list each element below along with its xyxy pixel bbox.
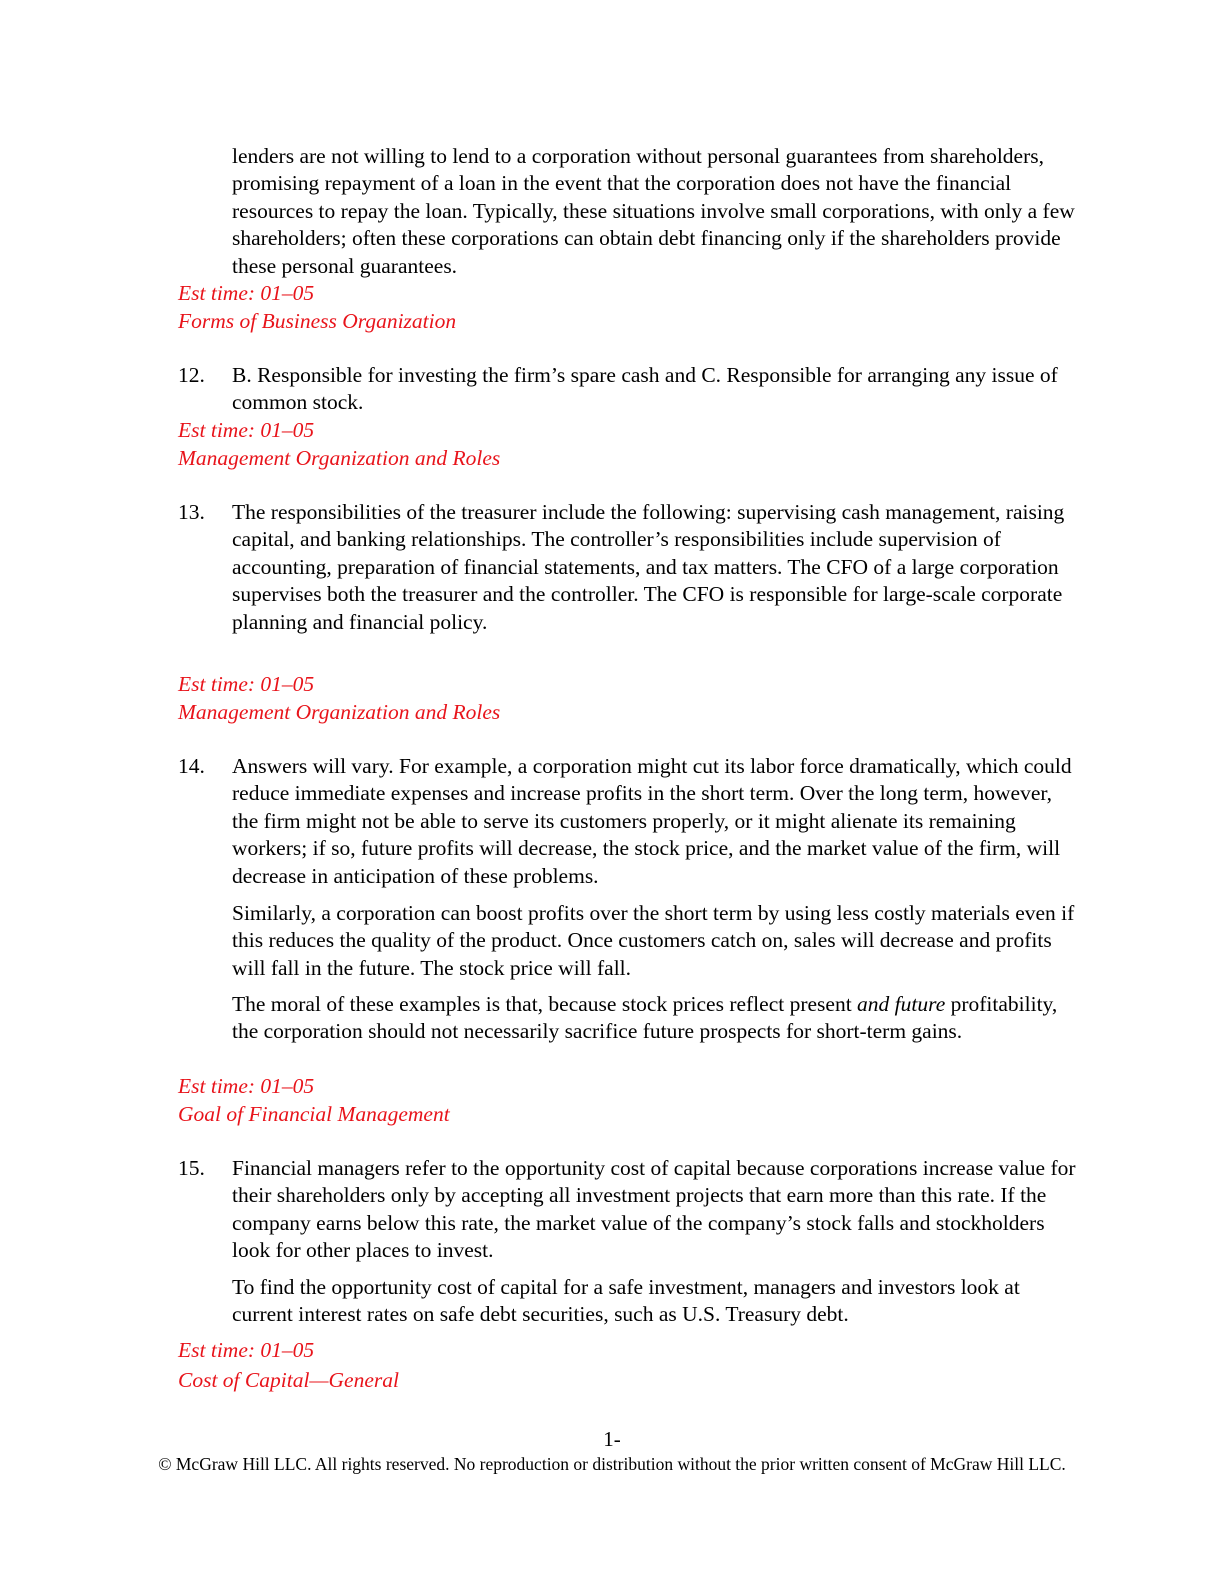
- page-number: 1-: [603, 1427, 621, 1451]
- answer-paragraph: Similarly, a corporation can boost profits over the short term by using less costly materials even if this reduces the quality of the product. Once customers catch on, sales will decrease and profits will fall in the future. The stock price will fall.: [232, 901, 1075, 980]
- emphasis-text: and future: [857, 992, 946, 1016]
- topic-label: Cost of Capital—General: [178, 1368, 399, 1392]
- answer-paragraph: B. Responsible for investing the firm’s spare cash and C. Responsible for arranging any issue of common stock.: [232, 363, 1058, 415]
- est-time-label: Est time: 01–05: [178, 672, 315, 696]
- answer-paragraph: [232, 991, 1078, 1046]
- item-number: 12.: [178, 363, 205, 387]
- item-number: 13.: [178, 500, 205, 524]
- est-time-label: Est time: 01–05: [178, 281, 315, 305]
- topic-label: Management Organization and Roles: [178, 446, 501, 470]
- est-time-label: Est time: 01–05: [178, 418, 315, 442]
- text-run: The moral of these examples is that, because stock prices reflect present: [232, 992, 858, 1016]
- answer-paragraph: Financial managers refer to the opportunity cost of capital because corporations increase value for their shareholders only by accepting all investment projects that earn more than this rate. If the company earns below this rate, the market value of the company’s stock falls and stockholders look for other places to invest.: [232, 1156, 1076, 1263]
- topic-label: Goal of Financial Management: [178, 1102, 450, 1126]
- item-number: 15.: [178, 1156, 205, 1180]
- answer-paragraph: The responsibilities of the treasurer include the following: supervising cash management, raising capital, and banking relationships. The controller’s responsibilities include supervision of accounting, preparation of financial statements, and tax matters. The CFO of a large corporation supervises both the treasurer and the controller. The CFO is responsible for large-scale corporate planning and financial policy.: [232, 500, 1065, 634]
- copyright-notice: © McGraw Hill LLC. All rights reserved. No reproduction or distribution without the prior written consent of McGraw Hill LLC.: [158, 1454, 1066, 1474]
- item-number: 14.: [178, 754, 205, 778]
- topic-label: Management Organization and Roles: [178, 700, 501, 724]
- continuation-paragraph: lenders are not willing to lend to a corporation without personal guarantees from shareholders, promising repayment of a loan in the event that the corporation does not have the financial resources to repay the loan. Typically, these situations involve small corporations, with only a few shareholders; often these corporations can obtain debt financing only if the shareholders provide these personal guarantees.: [232, 144, 1075, 278]
- text-run: profitability, the corporation should not necessarily sacrifice future prospects for short-term gains.: [232, 992, 1058, 1044]
- est-time-label: Est time: 01–05: [178, 1338, 315, 1362]
- answer-paragraph: To find the opportunity cost of capital for a safe investment, managers and investors look at current interest rates on safe debt securities, such as U.S. Treasury debt.: [232, 1275, 1020, 1327]
- est-time-label: Est time: 01–05: [178, 1074, 315, 1098]
- topic-label: Forms of Business Organization: [178, 309, 457, 333]
- answer-paragraph: Answers will vary. For example, a corporation might cut its labor force dramatically, which could reduce immediate expenses and increase profits in the short term. Over the long term, however, the firm might not be able to serve its customers properly, or it might alienate its remaining workers; if so, future profits will decrease, the stock price, and the market value of the firm, will decrease in anticipation of these problems.: [232, 754, 1072, 888]
